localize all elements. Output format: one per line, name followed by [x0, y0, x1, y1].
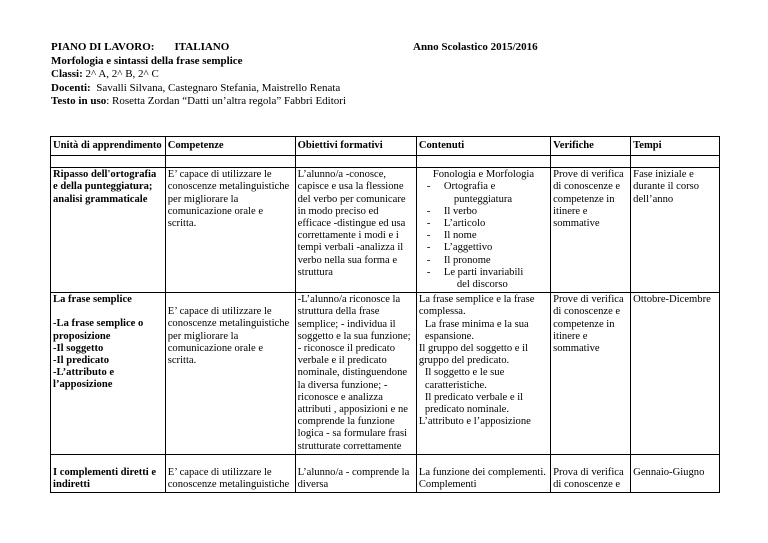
objectives-cell: -L’alunno/a riconosce la struttura della frase semplice; - individua il soggetto e la sua funzione; - riconosce il predicato verbale e il predicato nominale, distinguendone la diversa funzione; - riconosce e analizza attributi , apposizioni e ne comprende la funzione logica - sa formulare frasi strutturate correttamente	[295, 293, 416, 455]
column-header: Tempi	[631, 137, 720, 156]
contents-title: Fonologia e Morfologia	[432, 169, 535, 181]
content-line: Il predicato verbale e il predicato nominale.	[424, 391, 524, 416]
competence-cell: E’ capace di utilizzare le conoscenze metalinguistiche per migliorare la comunicazione orale e scritta.	[165, 168, 295, 293]
unit-cell	[51, 293, 166, 455]
verification-cell: Prova di verifica di conoscenze e	[551, 454, 631, 492]
time-cell: Fase iniziale e durante il corso dell’anno	[631, 168, 720, 293]
list-item: - L’aggettivo	[419, 242, 548, 254]
unit-topic: -La frase semplice o proposizione	[53, 318, 144, 342]
table-row	[51, 168, 720, 293]
unit-cell: I complementi diretti e indiretti	[51, 454, 166, 492]
column-header: Unità di apprendimento	[51, 137, 166, 156]
list-item: - Il pronome	[419, 255, 548, 267]
time-cell: Ottobre-Dicembre	[631, 293, 720, 455]
list-item: del discorso	[456, 279, 508, 291]
unit-topic: -Il predicato	[53, 355, 110, 367]
content-line: Il soggetto e le sue caratteristiche.	[424, 367, 505, 391]
document-header	[51, 41, 346, 109]
content-line: La frase minima e la sua espansione.	[424, 318, 529, 342]
competence-cell: E’ capace di utilizzare le conoscenze metalinguistiche per migliorare la comunicazione orale e scritta.	[165, 293, 295, 455]
competence-cell: E’ capace di utilizzare le conoscenze metalinguistiche	[165, 454, 295, 492]
column-header: Competenze	[165, 137, 295, 156]
unit-topic: -Il soggetto	[53, 342, 104, 354]
objectives-cell: L’alunno/a - comprende la diversa	[295, 454, 416, 492]
column-header: Obiettivi formativi	[295, 137, 416, 156]
school-year: Anno Scolastico 2015/2016	[413, 41, 538, 53]
unit-cell: Ripasso dell'ortografia e della punteggiatura; analisi grammaticale	[51, 168, 166, 293]
content-line: L’attributo e l’apposizione	[418, 416, 531, 428]
textbook-line: Testo in uso: Rosetta Zordan “Datti un’altra regola” Fabbri Editori	[51, 95, 347, 107]
column-header: Verifiche	[551, 137, 631, 156]
list-item: - Il nome	[419, 230, 548, 242]
teachers-line: Docenti: Savalli Silvana, Castegnaro Stefania, Maistrello Renata	[51, 81, 341, 94]
objectives-cell: L’alunno/a -conosce, capisce e usa la flessione del verbo per comunicare in modo preciso ed efficace -distingue ed usa correttamente i modi e i tempi verbali -analizza il verbo nella sua forma e struttura	[295, 168, 416, 293]
table-row	[51, 293, 720, 455]
verification-cell: Prove di verifica di conoscenze e competenze in itinere e sommative	[551, 293, 631, 455]
column-header: Contenuti	[416, 137, 550, 156]
verification-cell: Prove di verifica di conoscenze e competenze in itinere e sommative	[551, 168, 631, 293]
list-item: - Le parti invariabili	[419, 267, 548, 279]
list-item: - Ortografia e	[419, 181, 548, 193]
table-row	[51, 454, 720, 492]
spacer-row	[51, 156, 720, 168]
unit-topic: -L’attributo e l’apposizione	[53, 367, 115, 391]
list-item: - L’articolo	[419, 218, 548, 230]
list-item: - Il verbo	[419, 206, 548, 218]
time-cell: Gennaio-Giugno	[631, 454, 720, 492]
contents-cell	[416, 168, 550, 293]
content-line: Il gruppo del soggetto e il gruppo del predicato.	[418, 343, 529, 367]
contents-cell	[416, 293, 550, 455]
table-header-row	[51, 137, 720, 156]
plan-title: PIANO DI LAVORO: ITALIANO	[51, 41, 230, 53]
contents-list	[419, 181, 548, 291]
contents-cell: La funzione dei complementi. Complementi	[416, 454, 550, 492]
plan-subtitle: Morfologia e sintassi della frase semplice	[51, 54, 243, 67]
unit-title: La frase semplice	[53, 294, 132, 306]
work-plan-table	[50, 136, 720, 493]
list-item: punteggiatura	[453, 193, 513, 205]
classes-line: Classi: 2^ A, 2^ B, 2^ C	[51, 68, 159, 80]
content-line: La frase semplice e la frase complessa.	[418, 294, 535, 318]
